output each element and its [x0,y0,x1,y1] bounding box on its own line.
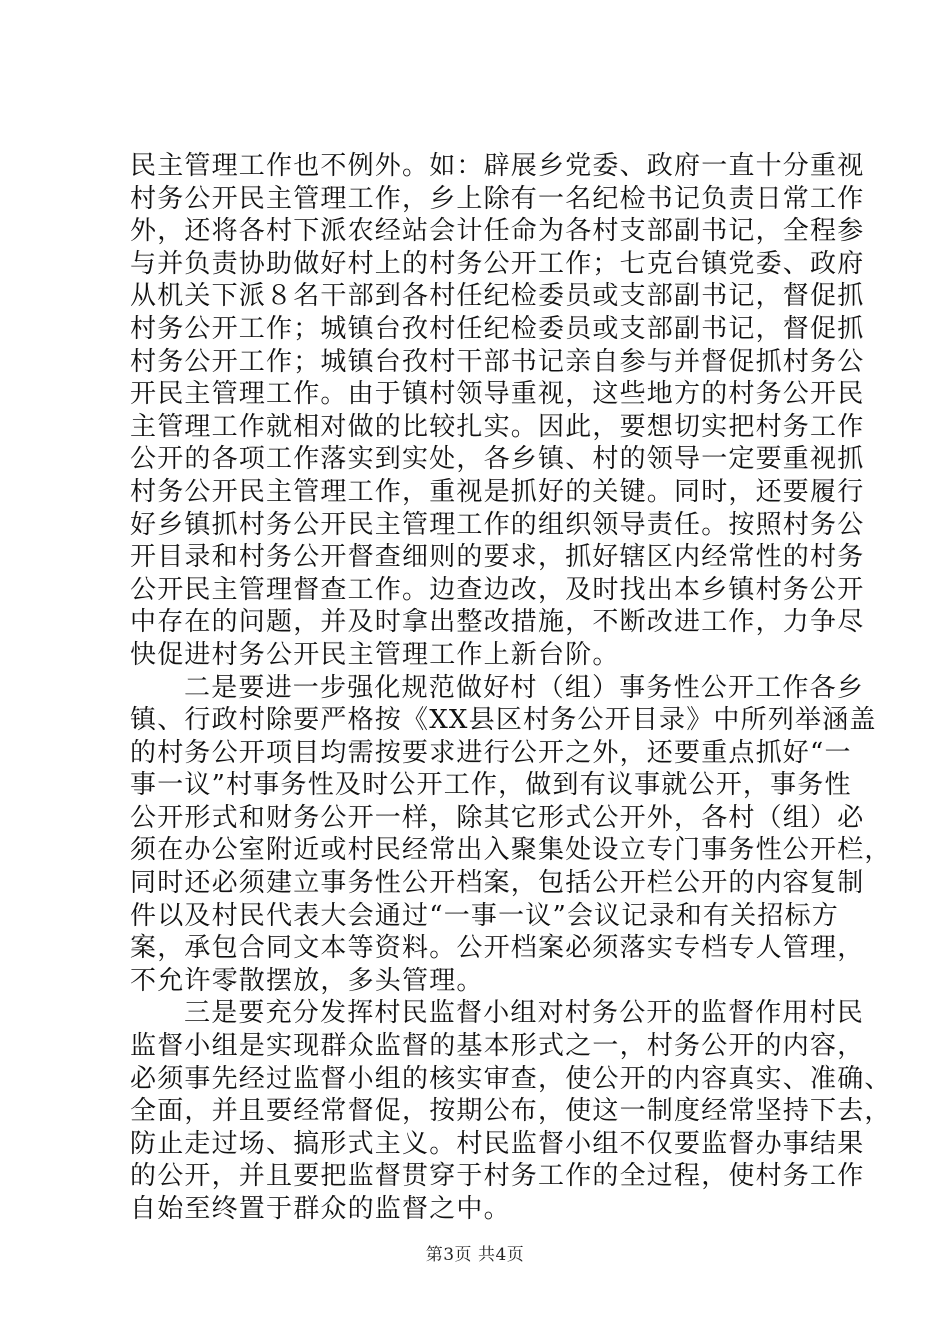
text-line: 村务公开工作；城镇台孜村干部书记亲自参与并督促抓村务公 [130,346,865,377]
text-line: 从机关下派８名干部到各村任纪检委员或支部副书记，督促抓 [130,281,865,312]
text-line: 案，承包合同文本等资料。公开档案必须落实专档专人管理， [130,933,865,964]
text-line: 同时还必须建立事务性公开档案，包括公开栏公开的内容复制 [130,868,865,899]
text-line: 开民主管理工作。由于镇村领导重视，这些地方的村务公开民 [130,379,865,410]
text-line: 事一议”村事务性及时公开工作，做到有议事就公开，事务性 [130,770,852,801]
text-line: 开目录和村务公开督查细则的要求，抓好辖区内经常性的村务 [130,542,865,573]
text-line: 监督小组是实现群众监督的基本形式之一，村务公开的内容， [130,1031,865,1062]
text-line: 村务公开民主管理工作，乡上除有一名纪检书记负责日常工作 [130,183,865,214]
text-line: 须在办公室附近或村民经常出入聚集处设立专门事务性公开栏， [130,835,892,866]
text-line: 中存在的问题，并及时拿出整改措施，不断改进工作，力争尽 [130,607,865,638]
text-line: 村务公开工作；城镇台孜村任纪检委员或支部副书记，督促抓 [130,313,865,344]
text-line: 全面，并且要经常督促，按期公布，使这一制度经常坚持下去， [130,1096,892,1127]
text-line: 民主管理工作也不例外。如：辟展乡党委、政府一直十分重视 [130,151,865,181]
text-line: 主管理工作就相对做的比较扎实。因此，要想切实把村务工作 [130,411,865,442]
text-line: 好乡镇抓村务公开民主管理工作的组织领导责任。按照村务公 [130,509,865,540]
text-line: 镇、行政村除要严格按《XX县区村务公开目录》中所列举涵盖 [130,705,877,736]
text-line: 快促进村务公开民主管理工作上新台阶。 [130,639,620,670]
text-line: 自始至终置于群众的监督之中。 [130,1194,511,1224]
paragraph-start-line: 二是要进一步强化规范做好村（组）事务性公开工作各乡 [184,672,865,703]
paragraph-start-line: 三是要充分发挥村民监督小组对村务公开的监督作用村民 [184,998,865,1029]
text-line: 公开形式和财务公开一样，除其它形式公开外，各村（组）必 [130,802,865,833]
text-line: 的公开，并且要把监督贯穿于村务工作的全过程，使村务工作 [130,1161,865,1192]
text-line: 与并负责协助做好村上的村务公开工作；七克台镇党委、政府 [130,248,865,279]
text-line: 的村务公开项目均需按要求进行公开之外，还要重点抓好“一 [130,737,852,768]
text-line: 公开民主管理督查工作。边查边改，及时找出本乡镇村务公开 [130,574,865,605]
text-line: 必须事先经过监督小组的核实审查，使公开的内容真实、准确、 [130,1063,892,1094]
text-line: 公开的各项工作落实到实处，各乡镇、村的领导一定要重视抓 [130,444,865,475]
text-line: 防止走过场、搞形式主义。村民监督小组不仅要监督办事结果 [130,1128,865,1159]
text-line: 件以及村民代表大会通过“一事一议”会议记录和有关招标方 [130,900,839,931]
page-footer: 第3页 共4页 [425,1245,525,1265]
body-text [130,150,892,1226]
text-line: 外，还将各村下派农经站会计任命为各村支部副书记，全程参 [130,216,865,247]
text-line: 不允许零散摆放，多头管理。 [130,965,484,996]
text-line: 村务公开民主管理工作，重视是抓好的关键。同时，还要履行 [130,476,865,507]
